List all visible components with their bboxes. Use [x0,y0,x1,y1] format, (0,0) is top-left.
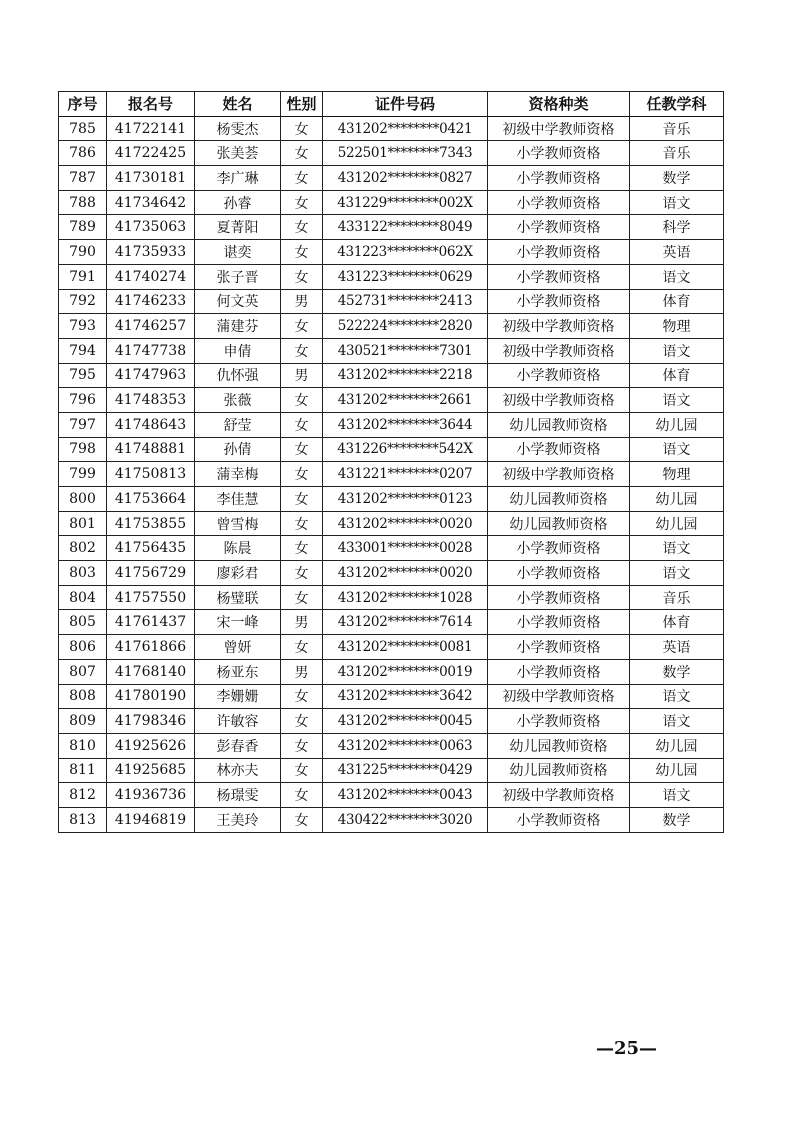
cell-subject: 幼儿园 [630,412,724,437]
cell-name: 蒲幸梅 [195,462,281,487]
cell-qualification: 小学教师资格 [488,166,630,191]
cell-reg-no: 41753855 [107,511,195,536]
cell-subject: 语文 [630,190,724,215]
cell-reg-no: 41740274 [107,264,195,289]
cell-id-number: 431202********0421 [323,116,488,141]
cell-gender: 女 [281,684,323,709]
cell-seq: 804 [59,585,107,610]
cell-subject: 语文 [630,264,724,289]
cell-gender: 女 [281,190,323,215]
cell-qualification: 小学教师资格 [488,190,630,215]
cell-id-number: 430422********3020 [323,807,488,832]
cell-seq: 812 [59,783,107,808]
cell-qualification: 小学教师资格 [488,561,630,586]
roster-table [58,91,724,833]
cell-subject: 数学 [630,659,724,684]
cell-name: 李佳慧 [195,487,281,512]
cell-reg-no: 41747738 [107,338,195,363]
cell-gender: 女 [281,437,323,462]
cell-subject: 数学 [630,807,724,832]
cell-gender: 女 [281,561,323,586]
cell-subject: 英语 [630,635,724,660]
cell-subject: 幼儿园 [630,758,724,783]
cell-name: 宋一峰 [195,610,281,635]
cell-gender: 女 [281,141,323,166]
cell-reg-no: 41735063 [107,215,195,240]
cell-name: 杨璟雯 [195,783,281,808]
cell-name: 杨亚东 [195,659,281,684]
cell-seq: 810 [59,733,107,758]
table-row [59,585,724,610]
table-row [59,116,724,141]
cell-reg-no: 41748643 [107,412,195,437]
cell-seq: 796 [59,388,107,413]
cell-id-number: 522501********7343 [323,141,488,166]
cell-qualification: 初级中学教师资格 [488,684,630,709]
cell-name: 何文英 [195,289,281,314]
cell-name: 谌奕 [195,240,281,265]
cell-name: 廖彩君 [195,561,281,586]
cell-reg-no: 41925626 [107,733,195,758]
cell-gender: 女 [281,215,323,240]
cell-id-number: 431202********3642 [323,684,488,709]
cell-subject: 数学 [630,166,724,191]
cell-name: 孙倩 [195,437,281,462]
cell-seq: 793 [59,314,107,339]
cell-id-number: 431202********0019 [323,659,488,684]
cell-reg-no: 41748881 [107,437,195,462]
cell-qualification: 小学教师资格 [488,709,630,734]
cell-reg-no: 41768140 [107,659,195,684]
table-row [59,166,724,191]
cell-name: 林亦夫 [195,758,281,783]
cell-name: 李广琳 [195,166,281,191]
cell-id-number: 431202********0123 [323,487,488,512]
cell-gender: 女 [281,166,323,191]
table-row [59,388,724,413]
cell-qualification: 初级中学教师资格 [488,388,630,413]
cell-gender: 女 [281,511,323,536]
cell-id-number: 431202********0063 [323,733,488,758]
cell-name: 孙睿 [195,190,281,215]
cell-name: 曾妍 [195,635,281,660]
cell-id-number: 433001********0028 [323,536,488,561]
cell-seq: 802 [59,536,107,561]
cell-seq: 794 [59,338,107,363]
header-id-number: 证件号码 [323,92,488,117]
cell-subject: 语文 [630,388,724,413]
cell-qualification: 小学教师资格 [488,240,630,265]
cell-id-number: 430521********7301 [323,338,488,363]
cell-gender: 男 [281,363,323,388]
table-row [59,610,724,635]
table-row [59,783,724,808]
cell-gender: 男 [281,289,323,314]
cell-name: 张美荟 [195,141,281,166]
cell-qualification: 小学教师资格 [488,264,630,289]
cell-id-number: 431226********542X [323,437,488,462]
cell-seq: 800 [59,487,107,512]
cell-id-number: 431223********0629 [323,264,488,289]
cell-seq: 809 [59,709,107,734]
cell-name: 许敏容 [195,709,281,734]
cell-gender: 男 [281,610,323,635]
table-row [59,190,724,215]
cell-subject: 幼儿园 [630,511,724,536]
cell-reg-no: 41946819 [107,807,195,832]
cell-name: 夏菁阳 [195,215,281,240]
cell-gender: 女 [281,116,323,141]
cell-seq: 790 [59,240,107,265]
cell-seq: 799 [59,462,107,487]
header-qualification: 资格种类 [488,92,630,117]
cell-id-number: 431202********7614 [323,610,488,635]
cell-qualification: 初级中学教师资格 [488,462,630,487]
cell-name: 陈晨 [195,536,281,561]
cell-gender: 女 [281,388,323,413]
cell-subject: 体育 [630,610,724,635]
cell-reg-no: 41761437 [107,610,195,635]
table-row [59,758,724,783]
cell-qualification: 幼儿园教师资格 [488,758,630,783]
cell-gender: 女 [281,783,323,808]
cell-qualification: 初级中学教师资格 [488,116,630,141]
table-row [59,363,724,388]
cell-qualification: 小学教师资格 [488,585,630,610]
cell-reg-no: 41756729 [107,561,195,586]
cell-qualification: 小学教师资格 [488,807,630,832]
table-body [59,116,724,832]
cell-qualification: 小学教师资格 [488,536,630,561]
cell-reg-no: 41756435 [107,536,195,561]
cell-reg-no: 41722141 [107,116,195,141]
cell-qualification: 小学教师资格 [488,363,630,388]
cell-qualification: 初级中学教师资格 [488,783,630,808]
cell-id-number: 431202********0043 [323,783,488,808]
cell-name: 张薇 [195,388,281,413]
cell-seq: 798 [59,437,107,462]
table-row [59,684,724,709]
header-name: 姓名 [195,92,281,117]
cell-name: 蒲建芬 [195,314,281,339]
cell-gender: 女 [281,635,323,660]
cell-subject: 科学 [630,215,724,240]
cell-gender: 女 [281,264,323,289]
cell-gender: 女 [281,585,323,610]
cell-name: 张子晋 [195,264,281,289]
cell-gender: 女 [281,240,323,265]
cell-id-number: 431202********2218 [323,363,488,388]
table-row [59,289,724,314]
cell-gender: 男 [281,659,323,684]
table-row [59,264,724,289]
table-row [59,215,724,240]
cell-subject: 物理 [630,462,724,487]
cell-seq: 801 [59,511,107,536]
cell-reg-no: 41798346 [107,709,195,734]
cell-id-number: 431221********0207 [323,462,488,487]
header-subject: 任教学科 [630,92,724,117]
cell-qualification: 小学教师资格 [488,141,630,166]
cell-qualification: 幼儿园教师资格 [488,511,630,536]
cell-reg-no: 41722425 [107,141,195,166]
cell-seq: 797 [59,412,107,437]
cell-name: 杨雯杰 [195,116,281,141]
cell-subject: 语文 [630,783,724,808]
cell-reg-no: 41735933 [107,240,195,265]
cell-name: 王美玲 [195,807,281,832]
cell-subject: 体育 [630,289,724,314]
cell-id-number: 431202********2661 [323,388,488,413]
cell-gender: 女 [281,807,323,832]
cell-reg-no: 41761866 [107,635,195,660]
cell-qualification: 小学教师资格 [488,610,630,635]
cell-name: 李姗姗 [195,684,281,709]
cell-subject: 体育 [630,363,724,388]
cell-reg-no: 41747963 [107,363,195,388]
cell-subject: 物理 [630,314,724,339]
cell-gender: 女 [281,733,323,758]
cell-seq: 805 [59,610,107,635]
cell-qualification: 小学教师资格 [488,215,630,240]
cell-reg-no: 41780190 [107,684,195,709]
cell-seq: 795 [59,363,107,388]
table-row [59,141,724,166]
cell-seq: 792 [59,289,107,314]
cell-id-number: 431202********0020 [323,561,488,586]
cell-id-number: 431225********0429 [323,758,488,783]
table-row [59,240,724,265]
page-number: —25— [596,1038,658,1059]
header-row [59,92,724,117]
cell-seq: 803 [59,561,107,586]
cell-id-number: 431202********0045 [323,709,488,734]
table-row [59,807,724,832]
cell-qualification: 幼儿园教师资格 [488,487,630,512]
cell-qualification: 小学教师资格 [488,635,630,660]
cell-seq: 786 [59,141,107,166]
cell-subject: 音乐 [630,141,724,166]
cell-qualification: 小学教师资格 [488,437,630,462]
cell-id-number: 431202********3644 [323,412,488,437]
cell-gender: 女 [281,314,323,339]
cell-gender: 女 [281,758,323,783]
table-row [59,437,724,462]
cell-gender: 女 [281,462,323,487]
header-gender: 性别 [281,92,323,117]
cell-qualification: 小学教师资格 [488,659,630,684]
cell-id-number: 431223********062X [323,240,488,265]
table-row [59,709,724,734]
cell-qualification: 幼儿园教师资格 [488,733,630,758]
cell-seq: 806 [59,635,107,660]
cell-subject: 语文 [630,536,724,561]
cell-qualification: 初级中学教师资格 [488,338,630,363]
cell-seq: 807 [59,659,107,684]
cell-subject: 音乐 [630,585,724,610]
table-row [59,314,724,339]
cell-subject: 语文 [630,709,724,734]
cell-seq: 789 [59,215,107,240]
cell-name: 曾雪梅 [195,511,281,536]
table-row [59,635,724,660]
cell-gender: 女 [281,338,323,363]
table-row [59,487,724,512]
cell-id-number: 431202********1028 [323,585,488,610]
cell-name: 彭春香 [195,733,281,758]
header-reg-no: 报名号 [107,92,195,117]
cell-id-number: 431202********0020 [323,511,488,536]
cell-id-number: 431202********0827 [323,166,488,191]
cell-qualification: 初级中学教师资格 [488,314,630,339]
cell-subject: 语文 [630,561,724,586]
cell-qualification: 小学教师资格 [488,289,630,314]
cell-seq: 808 [59,684,107,709]
table-row [59,536,724,561]
table-row [59,511,724,536]
cell-subject: 英语 [630,240,724,265]
table-row [59,462,724,487]
cell-subject: 语文 [630,338,724,363]
cell-seq: 785 [59,116,107,141]
cell-subject: 语文 [630,684,724,709]
table-row [59,659,724,684]
table-row [59,733,724,758]
cell-name: 杨璧联 [195,585,281,610]
cell-id-number: 522224********2820 [323,314,488,339]
cell-reg-no: 41753664 [107,487,195,512]
cell-id-number: 431202********0081 [323,635,488,660]
cell-subject: 幼儿园 [630,733,724,758]
cell-seq: 788 [59,190,107,215]
cell-reg-no: 41925685 [107,758,195,783]
cell-seq: 813 [59,807,107,832]
cell-name: 仇怀强 [195,363,281,388]
cell-reg-no: 41936736 [107,783,195,808]
table-row [59,412,724,437]
cell-reg-no: 41746257 [107,314,195,339]
cell-qualification: 幼儿园教师资格 [488,412,630,437]
table-row [59,338,724,363]
cell-gender: 女 [281,709,323,734]
cell-id-number: 433122********8049 [323,215,488,240]
header-seq: 序号 [59,92,107,117]
cell-reg-no: 41750813 [107,462,195,487]
table-row [59,561,724,586]
cell-id-number: 431229********002X [323,190,488,215]
table-header [59,92,724,117]
cell-gender: 女 [281,487,323,512]
cell-reg-no: 41730181 [107,166,195,191]
cell-gender: 女 [281,536,323,561]
cell-reg-no: 41748353 [107,388,195,413]
cell-subject: 语文 [630,437,724,462]
cell-id-number: 452731********2413 [323,289,488,314]
cell-name: 申倩 [195,338,281,363]
cell-gender: 女 [281,412,323,437]
cell-subject: 音乐 [630,116,724,141]
cell-reg-no: 41734642 [107,190,195,215]
cell-seq: 791 [59,264,107,289]
cell-seq: 787 [59,166,107,191]
cell-seq: 811 [59,758,107,783]
cell-reg-no: 41746233 [107,289,195,314]
cell-reg-no: 41757550 [107,585,195,610]
cell-subject: 幼儿园 [630,487,724,512]
cell-name: 舒莹 [195,412,281,437]
